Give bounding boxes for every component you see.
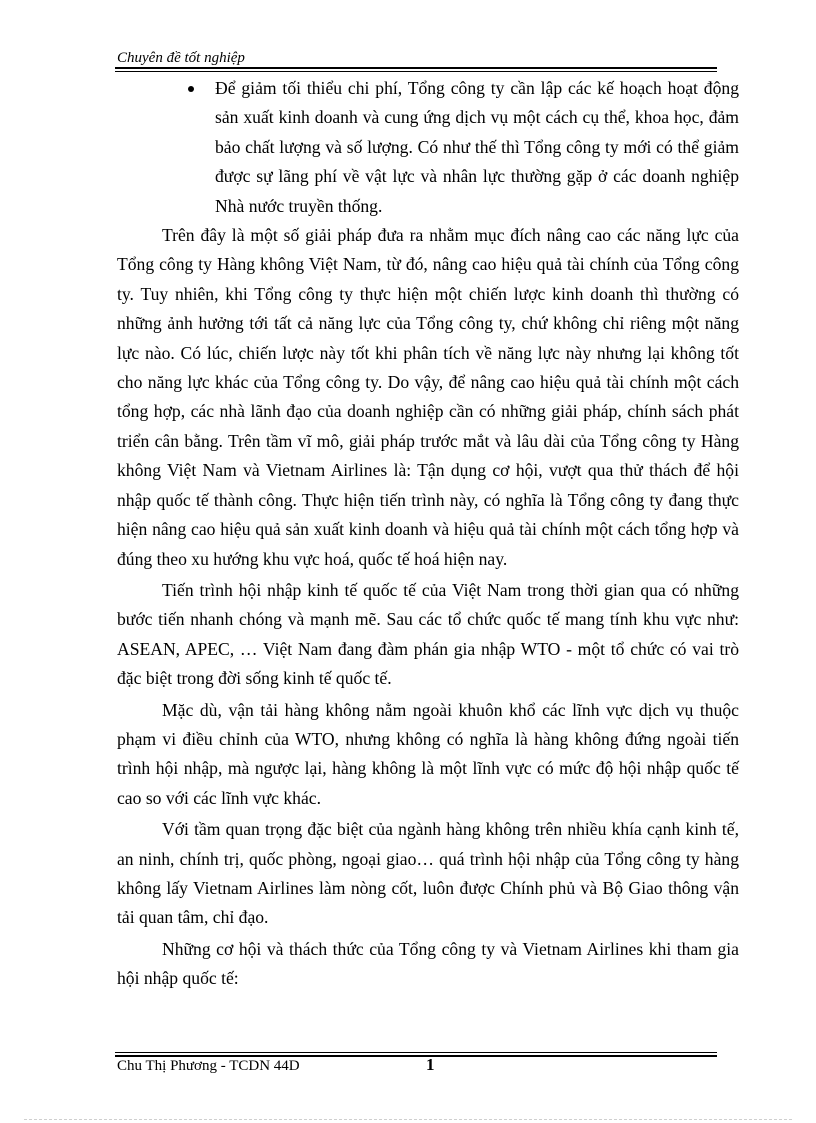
body-paragraph: Tiến trình hội nhập kinh tế quốc tế của Việt Nam trong thời gian qua có những bước tiến nhanh chóng và mạnh mẽ. Sau các tổ chức quốc tế mang tính khu vực như: ASEAN, APEC, … Việt Nam đang đàm phán gia nhập WTO - một tổ chức có vai trò đặc biệt trong đời sống kinh tế quốc tế. <box>117 579 739 689</box>
footer-author: Chu Thị Phương - TCDN 44D <box>117 1058 300 1074</box>
page-edge-divider <box>24 1119 792 1120</box>
body-paragraph: Mặc dù, vận tải hàng không nằm ngoài khuôn khổ các lĩnh vực dịch vụ thuộc phạm vi điều chỉnh của WTO, nhưng không có nghĩa là hàng không đứng ngoài tiến trình hội nhập, mà ngược lại, hàng không là một lĩnh vực có mức độ hội nhập quốc tế cao so với các lĩnh vực khác. <box>117 699 739 808</box>
footer-rule <box>115 1055 717 1057</box>
bullet-dot-icon <box>188 86 194 92</box>
footer-rule-thin <box>115 1052 717 1053</box>
header-rule <box>115 67 717 69</box>
document-title: Chuyên đề tốt nghiệp <box>117 50 245 66</box>
body-paragraph: Trên đây là một số giải pháp đưa ra nhằm mục đích nâng cao các năng lực của Tổng công ty Hàng không Việt Nam, từ đó, nâng cao hiệu quả tài chính của Tổng công ty. Tuy nhiên, khi Tổng công ty thực hiện một chiến lược kinh doanh thì thường có những ảnh hưởng tới tất cả năng lực của Tổng công ty, chứ không chỉ riêng một năng lực nào. Có lúc, chiến lược này tốt khi phân tích về năng lực này nhưng lại không tốt cho năng lực khác của Tổng công ty. Do vậy, để nâng cao hiệu quả tài chính một cách tổng hợp, các nhà lãnh đạo của doanh nghiệp cần có những giải pháp, chính sách phát triển cân bằng. Trên tầm vĩ mô, giải pháp trước mắt và lâu dài của Tổng công ty Hàng không Việt Nam và Vietnam Airlines là: Tận dụng cơ hội, vượt qua thử thách để hội nhập quốc tế thành công. Thực hiện tiến trình này, có nghĩa là Tổng công ty đang thực hiện nâng cao hiệu quả sản xuất kinh doanh và hiệu quả tài chính một cách tổng hợp và đúng theo xu hướng khu vực hoá, quốc tế hoá hiện nay. <box>117 225 739 569</box>
body-paragraph: Với tầm quan trọng đặc biệt của ngành hàng không trên nhiều khía cạnh kinh tế, an ninh, chính trị, quốc phòng, ngoại giao… quá trình hội nhập của Tổng công ty hàng không lấy Vietnam Airlines làm nòng cốt, luôn được Chính phủ và Bộ Giao thông vận tải quan tâm, chỉ đạo. <box>117 819 739 928</box>
page-number: 1 <box>426 1055 435 1074</box>
bullet-text: Để giảm tối thiểu chi phí, Tổng công ty cần lập các kế hoạch hoạt động sản xuất kinh doanh và cung ứng dịch vụ một cách cụ thể, khoa học, đảm bảo chất lượng và số lượng. Có như thế thì Tổng công ty mới có thể giảm được sự lãng phí về vật lực và nhân lực thường gặp ở các doanh nghiệp Nhà nước truyền thống. <box>215 78 739 216</box>
header-rule-thin <box>115 71 717 72</box>
body-paragraph: Những cơ hội và thách thức của Tổng công ty và Vietnam Airlines khi tham gia hội nhập quốc tế: <box>117 938 739 989</box>
bullet-item <box>215 74 739 221</box>
page-body <box>117 74 739 994</box>
